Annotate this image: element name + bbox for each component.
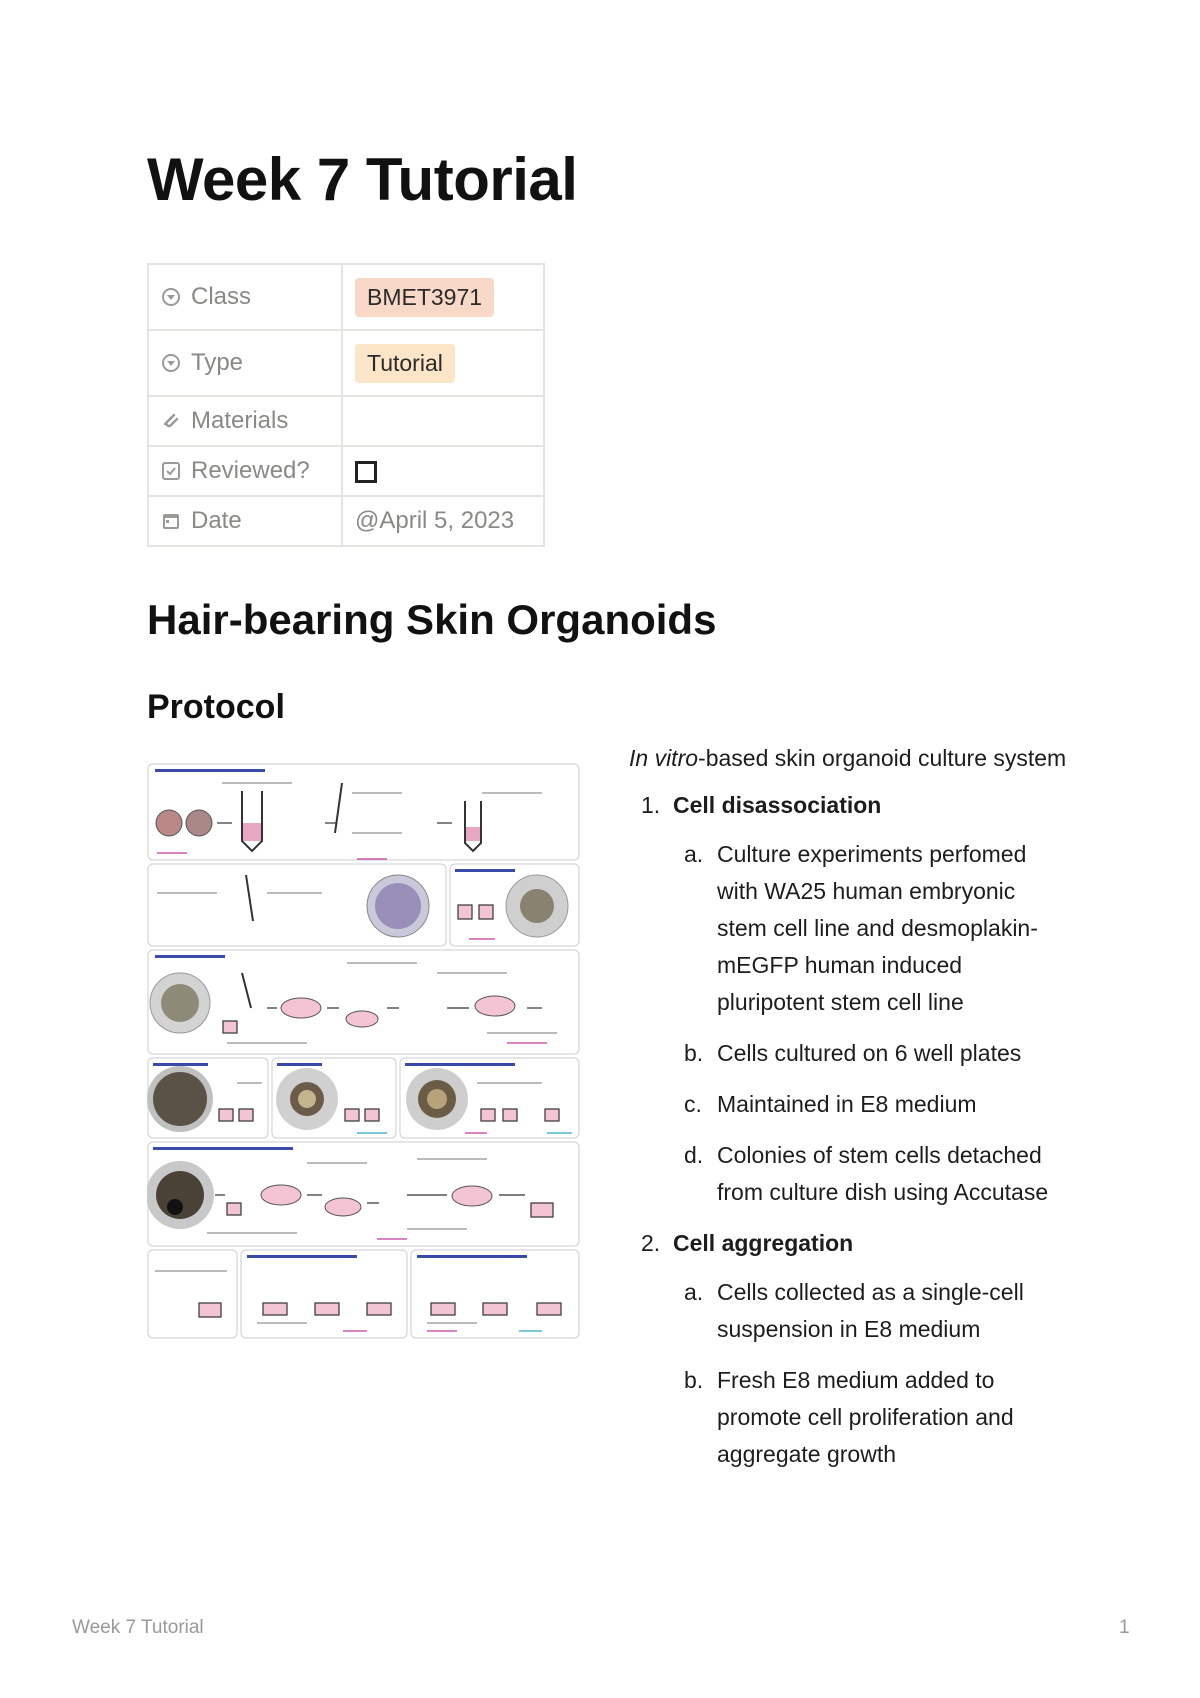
- protocol-figure: [147, 763, 580, 1339]
- property-value-date[interactable]: @April 5, 2023: [342, 496, 544, 546]
- property-label-type: Type: [191, 349, 244, 376]
- property-key-reviewed: [148, 446, 342, 496]
- step-title: Cell disassociation: [673, 792, 882, 818]
- property-label-class: Class: [191, 283, 252, 310]
- property-row-materials: [148, 396, 544, 446]
- property-value-reviewed: [342, 446, 544, 496]
- substep-item: [673, 1086, 1069, 1123]
- substep-text: Colonies of stem cells detached from culture dish using Accutase: [717, 1142, 1049, 1205]
- intro-italic: In vitro: [629, 745, 699, 771]
- property-value-materials[interactable]: [342, 396, 544, 446]
- select-icon: [161, 353, 181, 373]
- substep-letter: a.: [684, 841, 704, 867]
- class-tag[interactable]: BMET3971: [355, 278, 494, 317]
- substep-item: [673, 1362, 1069, 1473]
- property-row-reviewed: [148, 446, 544, 496]
- substep-text: Culture experiments perfomed with WA25 human embryonic stem cell line and desmoplakin-mEGFP human induced pluripotent stem cell line: [717, 841, 1038, 1015]
- select-icon: [161, 287, 181, 307]
- footer-title: Week 7 Tutorial: [72, 1617, 204, 1638]
- calendar-icon: [161, 511, 181, 531]
- substep-list: [673, 836, 1069, 1211]
- properties-table: [147, 263, 545, 547]
- property-row-class: [148, 264, 544, 330]
- substep-text: Fresh E8 medium added to promote cell proliferation and aggregate growth: [717, 1367, 1014, 1467]
- property-row-date: [148, 496, 544, 546]
- reviewed-checkbox[interactable]: [355, 461, 377, 483]
- step-item: [629, 787, 1069, 1211]
- substep-text: Maintained in E8 medium: [717, 1091, 977, 1117]
- subsection-heading: Protocol: [147, 688, 285, 726]
- substep-list: [673, 1274, 1069, 1473]
- property-label-reviewed: Reviewed?: [191, 457, 310, 484]
- substep-letter: b.: [684, 1367, 704, 1393]
- property-row-type: [148, 330, 544, 396]
- substep-text: Cells cultured on 6 well plates: [717, 1040, 1022, 1066]
- attachment-icon: [161, 411, 181, 431]
- property-key-class: [148, 264, 342, 330]
- intro-paragraph: [629, 740, 1069, 777]
- property-label-materials: Materials: [191, 407, 289, 434]
- property-key-date: [148, 496, 342, 546]
- page-title: Week 7 Tutorial: [147, 146, 578, 213]
- substep-item: [673, 1035, 1069, 1072]
- step-number: 2.: [641, 1230, 661, 1256]
- step-title: Cell aggregation: [673, 1230, 854, 1256]
- substep-item: [673, 1274, 1069, 1348]
- checkbox-icon: [161, 461, 181, 481]
- step-number: 1.: [641, 792, 661, 818]
- protocol-text: [629, 740, 1069, 1487]
- intro-rest: -based skin organoid culture system: [698, 745, 1067, 771]
- property-label-date: Date: [191, 507, 242, 534]
- property-key-type: [148, 330, 342, 396]
- substep-text: Cells collected as a single-cell suspension in E8 medium: [717, 1279, 1024, 1342]
- type-tag[interactable]: Tutorial: [355, 344, 455, 383]
- step-list: [629, 787, 1069, 1473]
- substep-letter: c.: [684, 1091, 702, 1117]
- substep-letter: d.: [684, 1142, 704, 1168]
- property-key-materials: [148, 396, 342, 446]
- property-value-class[interactable]: [342, 264, 544, 330]
- substep-item: [673, 1137, 1069, 1211]
- step-item: [629, 1225, 1069, 1473]
- section-heading: Hair-bearing Skin Organoids: [147, 596, 717, 643]
- substep-letter: a.: [684, 1279, 704, 1305]
- footer-page-number: 1: [1119, 1617, 1130, 1638]
- substep-letter: b.: [684, 1040, 704, 1066]
- property-value-type[interactable]: [342, 330, 544, 396]
- substep-item: [673, 836, 1069, 1021]
